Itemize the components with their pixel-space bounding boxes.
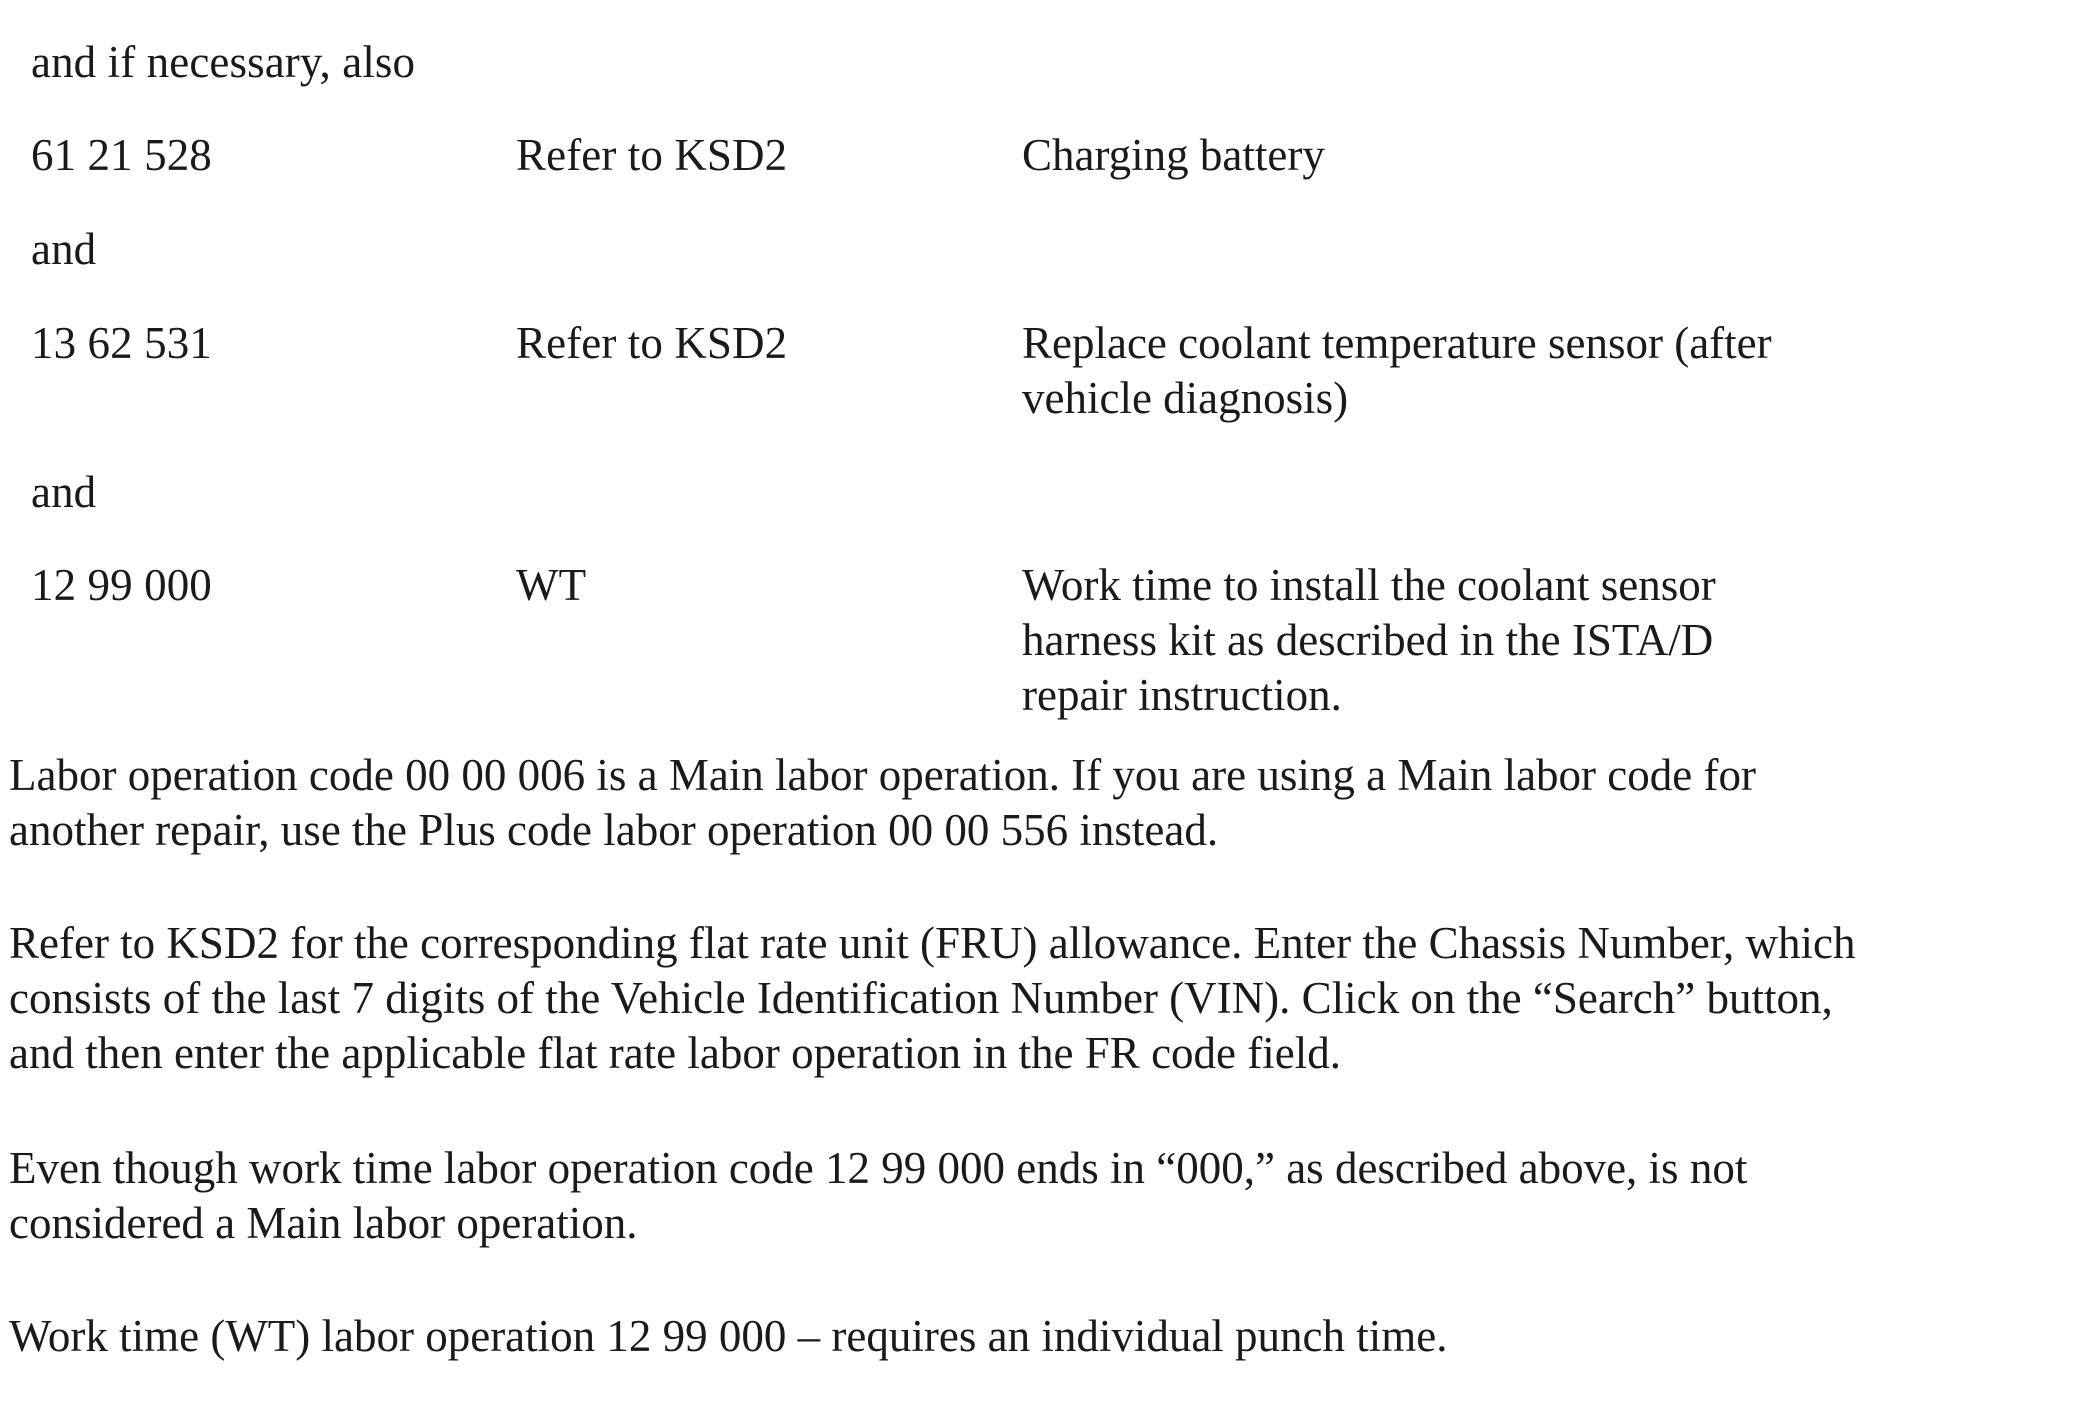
paragraph-line: another repair, use the Plus code labor operation 00 00 556 instead. — [9, 805, 1219, 855]
paragraph-line: Even though work time labor operation code 12 99 000 ends in “000,” as described above, is not — [9, 1143, 1748, 1193]
row-2-description-line: Replace coolant temperature sensor (after — [1022, 318, 1772, 368]
row-2-code: 13 62 531 — [31, 318, 212, 368]
row-3-description — [1022, 558, 1716, 723]
paragraph-ksd2-instructions — [9, 916, 2069, 1081]
intro-text: and if necessary, also — [31, 37, 416, 87]
row-3-description-line: harness kit as described in the ISTA/D — [1022, 615, 1714, 665]
paragraph-line: Work time (WT) labor operation 12 99 000 – requires an individual punch time. — [9, 1311, 1448, 1361]
row-2-reference: Refer to KSD2 — [516, 318, 788, 368]
paragraph-line: Refer to KSD2 for the corresponding flat rate unit (FRU) allowance. Enter the Chassis Number, which — [9, 918, 1856, 968]
connector-and-1: and — [31, 224, 97, 274]
row-2-description — [1022, 316, 1772, 426]
paragraph-work-time-note — [9, 1141, 2069, 1251]
paragraph-line: considered a Main labor operation. — [9, 1198, 638, 1248]
paragraph-punch-time — [9, 1309, 2069, 1364]
paragraph-line: Labor operation code 00 00 006 is a Main labor operation. If you are using a Main labor code for — [9, 750, 1756, 800]
row-1-description-line: Charging battery — [1022, 130, 1325, 180]
row-1-code: 61 21 528 — [31, 130, 212, 180]
row-2-description-line: vehicle diagnosis) — [1022, 373, 1349, 423]
paragraph-line: and then enter the applicable flat rate labor operation in the FR code field. — [9, 1028, 1341, 1078]
row-1-reference: Refer to KSD2 — [516, 130, 788, 180]
row-1-description — [1022, 128, 1325, 183]
row-3-description-line: repair instruction. — [1022, 670, 1342, 720]
paragraph-line: consists of the last 7 digits of the Vehicle Identification Number (VIN). Click on the “Search” button, — [9, 973, 1833, 1023]
row-3-description-line: Work time to install the coolant sensor — [1022, 560, 1716, 610]
row-3-reference: WT — [516, 560, 587, 610]
row-3-code: 12 99 000 — [31, 560, 212, 610]
paragraph-main-labor-note — [9, 748, 2069, 858]
connector-and-2: and — [31, 467, 97, 517]
